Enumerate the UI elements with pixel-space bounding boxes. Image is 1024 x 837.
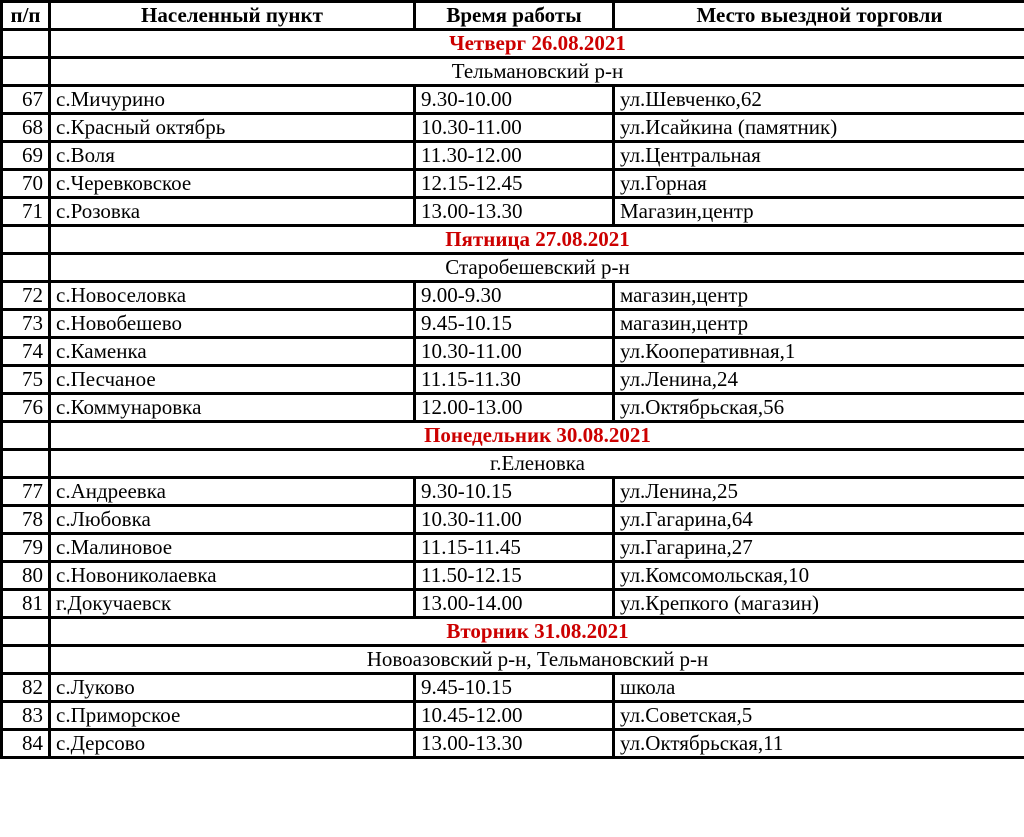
table-row xyxy=(2,198,1024,226)
location-cell: ул.Шевченко,62 xyxy=(614,86,1024,114)
place-cell: с.Каменка xyxy=(50,338,415,366)
time-cell: 12.00-13.00 xyxy=(415,394,614,422)
place-cell: с.Малиновое xyxy=(50,534,415,562)
table-row xyxy=(2,506,1024,534)
row-number-cell: 79 xyxy=(2,534,50,562)
time-cell: 9.45-10.15 xyxy=(415,674,614,702)
table-row xyxy=(2,338,1024,366)
time-cell: 12.15-12.45 xyxy=(415,170,614,198)
location-cell: ул.Октябрьская,56 xyxy=(614,394,1024,422)
location-cell: ул.Горная xyxy=(614,170,1024,198)
region-header-cell: Тельмановский р-н xyxy=(50,58,1024,86)
place-cell: с.Луково xyxy=(50,674,415,702)
table-row xyxy=(2,282,1024,310)
day-header-row xyxy=(2,618,1024,646)
row-number-cell: 83 xyxy=(2,702,50,730)
row-number-cell: 72 xyxy=(2,282,50,310)
region-row-empty-cell xyxy=(2,58,50,86)
location-cell: ул.Советская,5 xyxy=(614,702,1024,730)
region-header-cell: г.Еленовка xyxy=(50,450,1024,478)
region-header-row xyxy=(2,450,1024,478)
place-cell: с.Андреевка xyxy=(50,478,415,506)
location-cell: Магазин,центр xyxy=(614,198,1024,226)
place-cell: с.Новоселовка xyxy=(50,282,415,310)
table-header xyxy=(2,2,1024,30)
row-number-cell: 80 xyxy=(2,562,50,590)
region-header-row xyxy=(2,646,1024,674)
day-header-row xyxy=(2,226,1024,254)
location-cell: ул.Комсомольская,10 xyxy=(614,562,1024,590)
location-cell: ул.Исайкина (памятник) xyxy=(614,114,1024,142)
location-cell: ул.Октябрьская,11 xyxy=(614,730,1024,758)
row-number-cell: 84 xyxy=(2,730,50,758)
region-row-empty-cell xyxy=(2,646,50,674)
place-cell: с.Новониколаевка xyxy=(50,562,415,590)
time-cell: 11.15-11.45 xyxy=(415,534,614,562)
time-cell: 11.15-11.30 xyxy=(415,366,614,394)
time-cell: 10.45-12.00 xyxy=(415,702,614,730)
place-cell: с.Дерсово xyxy=(50,730,415,758)
table-row xyxy=(2,590,1024,618)
row-number-cell: 71 xyxy=(2,198,50,226)
table-row xyxy=(2,562,1024,590)
place-cell: с.Любовка xyxy=(50,506,415,534)
row-number-cell: 81 xyxy=(2,590,50,618)
row-number-cell: 70 xyxy=(2,170,50,198)
place-cell: с.Коммунаровка xyxy=(50,394,415,422)
day-header-row xyxy=(2,422,1024,450)
day-row-empty-cell xyxy=(2,226,50,254)
day-header-cell: Вторник 31.08.2021 xyxy=(50,618,1024,646)
row-number-cell: 78 xyxy=(2,506,50,534)
column-header-time: Время работы xyxy=(415,2,614,30)
row-number-cell: 82 xyxy=(2,674,50,702)
table-row xyxy=(2,394,1024,422)
location-cell: ул.Кооперативная,1 xyxy=(614,338,1024,366)
place-cell: с.Черевковское xyxy=(50,170,415,198)
time-cell: 9.30-10.00 xyxy=(415,86,614,114)
day-row-empty-cell xyxy=(2,422,50,450)
time-cell: 13.00-13.30 xyxy=(415,198,614,226)
column-header-place: Населенный пункт xyxy=(50,2,415,30)
table-row xyxy=(2,86,1024,114)
table-row xyxy=(2,366,1024,394)
time-cell: 11.50-12.15 xyxy=(415,562,614,590)
row-number-cell: 75 xyxy=(2,366,50,394)
table-row xyxy=(2,534,1024,562)
time-cell: 9.00-9.30 xyxy=(415,282,614,310)
table-row xyxy=(2,674,1024,702)
region-header-row xyxy=(2,58,1024,86)
row-number-cell: 67 xyxy=(2,86,50,114)
row-number-cell: 76 xyxy=(2,394,50,422)
time-cell: 10.30-11.00 xyxy=(415,114,614,142)
table-row xyxy=(2,702,1024,730)
time-cell: 10.30-11.00 xyxy=(415,338,614,366)
region-header-cell: Старобешевский р-н xyxy=(50,254,1024,282)
row-number-cell: 77 xyxy=(2,478,50,506)
location-cell: магазин,центр xyxy=(614,282,1024,310)
day-header-row xyxy=(2,30,1024,58)
table-row xyxy=(2,478,1024,506)
day-header-cell: Понедельник 30.08.2021 xyxy=(50,422,1024,450)
location-cell: ул.Гагарина,64 xyxy=(614,506,1024,534)
place-cell: с.Мичурино xyxy=(50,86,415,114)
time-cell: 9.45-10.15 xyxy=(415,310,614,338)
row-number-cell: 69 xyxy=(2,142,50,170)
location-cell: школа xyxy=(614,674,1024,702)
place-cell: с.Песчаное xyxy=(50,366,415,394)
location-cell: ул.Центральная xyxy=(614,142,1024,170)
column-header-location: Место выездной торговли xyxy=(614,2,1024,30)
day-header-cell: Пятница 27.08.2021 xyxy=(50,226,1024,254)
day-row-empty-cell xyxy=(2,30,50,58)
table-row xyxy=(2,170,1024,198)
region-header-cell: Новоазовский р-н, Тельмановский р-н xyxy=(50,646,1024,674)
place-cell: с.Приморское xyxy=(50,702,415,730)
time-cell: 9.30-10.15 xyxy=(415,478,614,506)
location-cell: ул.Гагарина,27 xyxy=(614,534,1024,562)
table-row xyxy=(2,114,1024,142)
region-row-empty-cell xyxy=(2,450,50,478)
header-row xyxy=(2,2,1024,30)
time-cell: 13.00-13.30 xyxy=(415,730,614,758)
table-row xyxy=(2,730,1024,758)
table-row xyxy=(2,142,1024,170)
region-header-row xyxy=(2,254,1024,282)
row-number-cell: 68 xyxy=(2,114,50,142)
place-cell: с.Розовка xyxy=(50,198,415,226)
location-cell: ул.Ленина,25 xyxy=(614,478,1024,506)
location-cell: магазин,центр xyxy=(614,310,1024,338)
place-cell: с.Красный октябрь xyxy=(50,114,415,142)
time-cell: 13.00-14.00 xyxy=(415,590,614,618)
region-row-empty-cell xyxy=(2,254,50,282)
day-header-cell: Четверг 26.08.2021 xyxy=(50,30,1024,58)
table-body xyxy=(2,30,1024,758)
location-cell: ул.Ленина,24 xyxy=(614,366,1024,394)
place-cell: с.Воля xyxy=(50,142,415,170)
day-row-empty-cell xyxy=(2,618,50,646)
row-number-cell: 73 xyxy=(2,310,50,338)
column-header-num: п/п xyxy=(2,2,50,30)
table-row xyxy=(2,310,1024,338)
time-cell: 10.30-11.00 xyxy=(415,506,614,534)
place-cell: с.Новобешево xyxy=(50,310,415,338)
location-cell: ул.Крепкого (магазин) xyxy=(614,590,1024,618)
time-cell: 11.30-12.00 xyxy=(415,142,614,170)
place-cell: г.Докучаевск xyxy=(50,590,415,618)
row-number-cell: 74 xyxy=(2,338,50,366)
